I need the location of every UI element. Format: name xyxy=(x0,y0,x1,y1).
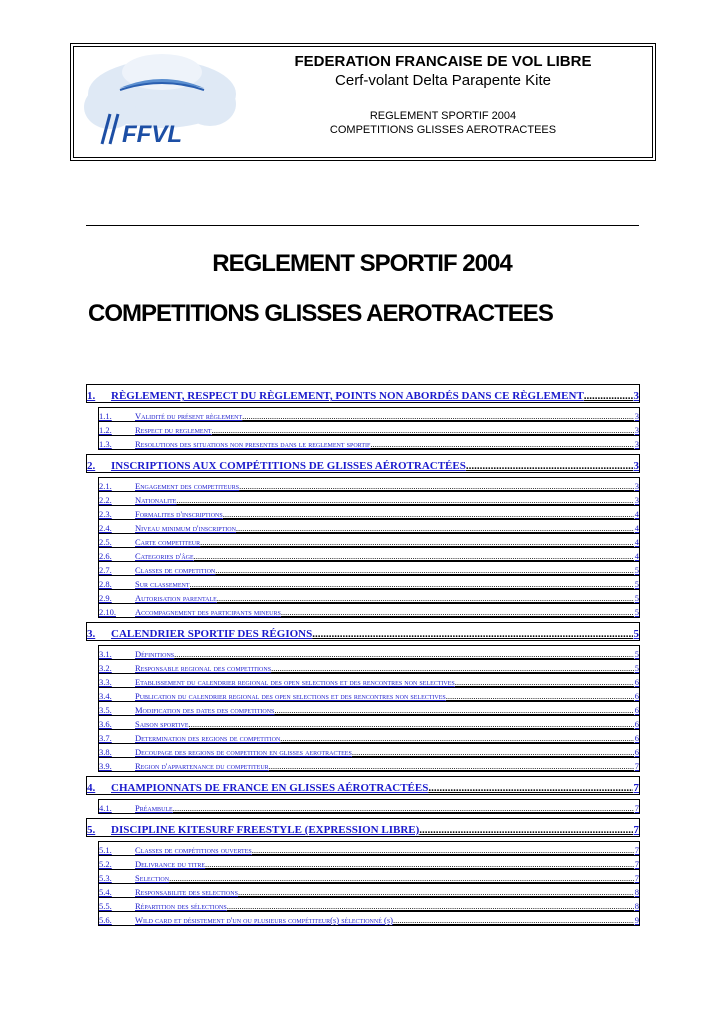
toc-entry-title[interactable]: Decoupage des regions de competition en glisses aerotractees xyxy=(135,747,352,757)
toc-entry-title[interactable]: Publication du calendrier regional des open selections et des rencontres non selectives xyxy=(135,691,446,701)
toc-entry-page[interactable]: 7 xyxy=(633,782,639,794)
toc-entry-number[interactable]: 5.4. xyxy=(99,887,112,897)
toc-leader-dots xyxy=(189,719,634,729)
toc-entry-page[interactable]: 8 xyxy=(634,887,639,897)
toc-section-2[interactable] xyxy=(86,454,640,473)
toc-entry-number[interactable]: 5.3. xyxy=(99,873,112,883)
logo-text: FFVL xyxy=(122,121,182,148)
toc-leader-dots xyxy=(174,649,634,659)
toc-leader-dots xyxy=(446,691,634,701)
toc-leader-dots xyxy=(200,537,634,547)
toc-leader-dots xyxy=(194,551,634,561)
toc-subsection-item[interactable] xyxy=(98,841,640,855)
horizontal-rule xyxy=(86,225,639,226)
toc-leader-dots xyxy=(169,873,634,883)
toc-entry-page[interactable]: 3 xyxy=(634,411,639,421)
toc-subsection-item[interactable] xyxy=(98,547,640,561)
toc-entry-title[interactable]: Nationalite xyxy=(135,495,177,505)
toc-leader-dots xyxy=(419,824,632,836)
toc-leader-dots xyxy=(190,579,634,589)
toc-leader-dots xyxy=(370,439,633,449)
toc-entry-number[interactable]: 5.1. xyxy=(99,845,112,855)
toc-entry-page[interactable]: 7 xyxy=(633,824,639,836)
toc-entry-page[interactable]: 4 xyxy=(634,551,639,561)
toc-entry-page[interactable]: 3 xyxy=(634,495,639,505)
toc-entry-number[interactable]: 2.1. xyxy=(99,481,112,491)
toc-entry-number[interactable]: 2.4. xyxy=(99,523,112,533)
toc-entry-page[interactable]: 3 xyxy=(633,460,639,472)
toc-entry-title[interactable]: Répartition des sélections xyxy=(135,901,227,911)
toc-entry-page[interactable]: 6 xyxy=(634,677,639,687)
toc-entry-page[interactable]: 5 xyxy=(634,607,639,617)
toc-subsection-item[interactable] xyxy=(98,729,640,743)
toc-entry-title[interactable]: Accompagnement des participants mineurs xyxy=(135,607,281,617)
toc-leader-dots xyxy=(269,761,634,771)
table-of-contents xyxy=(86,380,640,926)
toc-entry-title[interactable]: Classes de competition xyxy=(135,565,216,575)
toc-leader-dots xyxy=(466,460,633,472)
toc-entry-number[interactable]: 2.7. xyxy=(99,565,112,575)
toc-entry-title[interactable]: CALENDRIER SPORTIF DES RÉGIONS xyxy=(111,628,313,640)
toc-entry-number[interactable]: 3.9. xyxy=(99,761,112,771)
toc-entry-number[interactable]: 3.5. xyxy=(99,705,112,715)
toc-leader-dots xyxy=(236,523,634,533)
toc-subsection-item[interactable] xyxy=(98,435,640,450)
toc-entry-title[interactable]: Respect du reglement xyxy=(135,425,212,435)
main-title-line1: REGLEMENT SPORTIF 2004 xyxy=(212,250,512,277)
toc-leader-dots xyxy=(176,495,633,505)
toc-entry-title[interactable]: Modification des dates des competitions xyxy=(135,705,275,715)
toc-subsection-item[interactable] xyxy=(98,491,640,505)
toc-leader-dots xyxy=(217,593,634,603)
toc-leader-dots xyxy=(271,663,634,673)
toc-entry-page[interactable]: 5 xyxy=(634,579,639,589)
toc-subsection-item[interactable] xyxy=(98,911,640,926)
toc-entry-title[interactable]: Formalites d'inscriptions xyxy=(135,509,223,519)
toc-leader-dots xyxy=(223,509,634,519)
toc-subsection-item[interactable] xyxy=(98,715,640,729)
toc-entry-title[interactable]: INSCRIPTIONS AUX COMPÉTITIONS DE GLISSES AÉROTRACTÉES xyxy=(111,460,466,472)
toc-entry-title[interactable]: Responsable regional des competitions xyxy=(135,663,272,673)
toc-entry-title[interactable]: Préambule xyxy=(135,803,173,813)
toc-entry-page[interactable]: 7 xyxy=(634,873,639,883)
toc-subsection-item[interactable] xyxy=(98,505,640,519)
org-disciplines: Cerf-volant Delta Parapente Kite xyxy=(335,72,551,89)
toc-entry-page[interactable]: 5 xyxy=(634,565,639,575)
toc-section-4[interactable] xyxy=(86,776,640,795)
toc-entry-title[interactable]: Region d'appartenance du competiteur xyxy=(135,761,269,771)
toc-subsection-item[interactable] xyxy=(98,687,640,701)
toc-entry-number[interactable]: 1.3. xyxy=(99,439,112,449)
toc-entry-number[interactable]: 3.2. xyxy=(99,663,112,673)
toc-entry-number[interactable]: 4. xyxy=(87,782,96,794)
toc-entry-title[interactable]: RÈGLEMENT, RESPECT DU RÈGLEMENT, POINTS NON ABORDÉS DANS CE RÈGLEMENT xyxy=(111,390,584,402)
toc-entry-page[interactable]: 6 xyxy=(634,719,639,729)
toc-entry-title[interactable]: Etablissement du calendrier regional des open selections et des rencontres non selectives xyxy=(135,677,455,687)
toc-entry-number[interactable]: 3.4. xyxy=(99,691,112,701)
toc-leader-dots xyxy=(239,481,634,491)
toc-subsection-item[interactable] xyxy=(98,701,640,715)
toc-leader-dots xyxy=(312,628,632,640)
toc-subsection-item[interactable] xyxy=(98,645,640,659)
toc-entry-page[interactable]: 5 xyxy=(633,628,639,640)
toc-subsection-item[interactable] xyxy=(98,757,640,772)
toc-entry-title[interactable]: Delivrance du titre xyxy=(135,859,206,869)
toc-subsection-item[interactable] xyxy=(98,421,640,435)
toc-subsection-item[interactable] xyxy=(98,883,640,897)
toc-entry-page[interactable]: 3 xyxy=(633,390,639,402)
toc-entry-number[interactable]: 4.1. xyxy=(99,803,112,813)
toc-leader-dots xyxy=(455,677,634,687)
toc-entry-page[interactable]: 3 xyxy=(634,481,639,491)
ffvl-logo xyxy=(80,52,240,152)
toc-entry-number[interactable]: 3.3. xyxy=(99,677,112,687)
toc-entry-number[interactable]: 2.3. xyxy=(99,509,112,519)
toc-entry-page[interactable]: 3 xyxy=(634,425,639,435)
toc-leader-dots xyxy=(428,782,632,794)
toc-entry-title[interactable]: Classes de compétitions ouvertes xyxy=(135,845,252,855)
doc-subtitle-line2: COMPETITIONS GLISSES AEROTRACTEES xyxy=(329,124,557,136)
toc-entry-number[interactable]: 2. xyxy=(87,460,96,472)
toc-entry-number[interactable]: 2.6. xyxy=(99,551,112,561)
toc-leader-dots xyxy=(281,607,634,617)
toc-leader-dots xyxy=(227,901,634,911)
toc-entry-title[interactable]: Selection xyxy=(135,873,170,883)
toc-entry-title[interactable]: Autorisation parentale xyxy=(135,593,217,603)
toc-entry-page[interactable]: 7 xyxy=(634,803,639,813)
toc-entry-page[interactable]: 6 xyxy=(634,691,639,701)
toc-entry-page[interactable]: 5 xyxy=(634,593,639,603)
toc-entry-title[interactable]: Niveau minimum d'inscription xyxy=(135,523,236,533)
doc-subtitle-line1: REGLEMENT SPORTIF 2004 xyxy=(369,110,517,122)
toc-entry-title[interactable]: Sur classement xyxy=(135,579,190,589)
toc-leader-dots xyxy=(584,390,633,402)
toc-entry-title[interactable]: Carte competiteur xyxy=(135,537,201,547)
toc-subsection-item[interactable] xyxy=(98,575,640,589)
toc-entry-number[interactable]: 1.2. xyxy=(99,425,112,435)
toc-entry-page[interactable]: 6 xyxy=(634,705,639,715)
toc-entry-number[interactable]: 1.1. xyxy=(99,411,112,421)
toc-entry-page[interactable]: 4 xyxy=(634,537,639,547)
toc-entry-page[interactable]: 6 xyxy=(634,733,639,743)
toc-leader-dots xyxy=(238,887,634,897)
toc-entry-number[interactable]: 2.5. xyxy=(99,537,112,547)
toc-entry-number[interactable]: 1. xyxy=(87,390,96,402)
toc-entry-title[interactable]: Définitions xyxy=(135,649,175,659)
toc-subsection-item[interactable] xyxy=(98,869,640,883)
toc-leader-dots xyxy=(274,705,633,715)
toc-leader-dots xyxy=(252,845,634,855)
toc-section-3[interactable] xyxy=(86,622,640,641)
toc-subsection-item[interactable] xyxy=(98,673,640,687)
toc-entry-title[interactable]: DISCIPLINE KITESURF FREESTYLE (EXPRESSION LIBRE) xyxy=(111,824,420,836)
toc-entry-number[interactable]: 3.6. xyxy=(99,719,112,729)
toc-entry-number[interactable]: 5.2. xyxy=(99,859,112,869)
toc-entry-title[interactable]: Determination des regions de competition xyxy=(135,733,281,743)
toc-subsection-item[interactable] xyxy=(98,799,640,814)
toc-subsection-item[interactable] xyxy=(98,659,640,673)
toc-subsection-item[interactable] xyxy=(98,407,640,421)
toc-entry-number[interactable]: 2.9. xyxy=(99,593,112,603)
toc-subsection-item[interactable] xyxy=(98,743,640,757)
toc-entry-number[interactable]: 2.10. xyxy=(99,607,116,617)
toc-leader-dots xyxy=(280,733,633,743)
toc-entry-title[interactable]: CHAMPIONNATS DE FRANCE EN GLISSES AÉROTRACTÉES xyxy=(111,782,429,794)
toc-entry-page[interactable]: 9 xyxy=(634,915,639,925)
toc-subsection-item[interactable] xyxy=(98,589,640,603)
toc-subsection-item[interactable] xyxy=(98,897,640,911)
toc-entry-page[interactable]: 7 xyxy=(634,845,639,855)
toc-leader-dots xyxy=(393,915,634,925)
toc-leader-dots xyxy=(173,803,634,813)
main-title-line2: COMPETITIONS GLISSES AEROTRACTEES xyxy=(88,300,553,327)
toc-subsection-item[interactable] xyxy=(98,533,640,547)
toc-leader-dots xyxy=(352,747,634,757)
toc-entry-page[interactable]: 7 xyxy=(634,761,639,771)
toc-section-1[interactable] xyxy=(86,384,640,403)
toc-entry-page[interactable]: 8 xyxy=(634,901,639,911)
toc-entry-number[interactable]: 3.7. xyxy=(99,733,112,743)
toc-entry-number[interactable]: 3.8. xyxy=(99,747,112,757)
toc-entry-title[interactable]: Validité du présent règlement xyxy=(135,411,243,421)
toc-entry-page[interactable]: 3 xyxy=(634,439,639,449)
toc-entry-title[interactable]: Engagement des competiteurs xyxy=(135,481,240,491)
toc-entry-number[interactable]: 3.1. xyxy=(99,649,112,659)
toc-subsection-item[interactable] xyxy=(98,603,640,618)
toc-entry-number[interactable]: 3. xyxy=(87,628,96,640)
toc-entry-page[interactable]: 5 xyxy=(634,649,639,659)
toc-entry-page[interactable]: 4 xyxy=(634,509,639,519)
toc-entry-number[interactable]: 5. xyxy=(87,824,96,836)
toc-entry-title[interactable]: Categories d'âge xyxy=(135,551,194,561)
toc-entry-title[interactable]: Resolutions des situations non presentes dans le reglement sportif xyxy=(135,439,371,449)
toc-entry-number[interactable]: 5.6. xyxy=(99,915,112,925)
toc-leader-dots xyxy=(215,565,633,575)
toc-subsection-item[interactable] xyxy=(98,519,640,533)
toc-entry-title[interactable]: Saison sportive xyxy=(135,719,189,729)
toc-entry-title[interactable]: Responsabilite des selections xyxy=(135,887,238,897)
toc-subsection-item[interactable] xyxy=(98,477,640,491)
toc-subsection-item[interactable] xyxy=(98,561,640,575)
toc-section-5[interactable] xyxy=(86,818,640,837)
toc-leader-dots xyxy=(242,411,634,421)
toc-leader-dots xyxy=(212,425,634,435)
org-name: FEDERATION FRANCAISE DE VOL LIBRE xyxy=(294,53,592,70)
toc-entry-title[interactable]: Wild card et désistement d'un ou plusieurs compétiteur(s) sélectionné (s) xyxy=(135,915,394,925)
toc-entry-number[interactable]: 2.8. xyxy=(99,579,112,589)
toc-entry-page[interactable]: 7 xyxy=(634,859,639,869)
toc-leader-dots xyxy=(205,859,634,869)
toc-entry-page[interactable]: 5 xyxy=(634,663,639,673)
toc-entry-page[interactable]: 4 xyxy=(634,523,639,533)
toc-entry-page[interactable]: 6 xyxy=(634,747,639,757)
toc-entry-number[interactable]: 2.2. xyxy=(99,495,112,505)
toc-subsection-item[interactable] xyxy=(98,855,640,869)
toc-entry-number[interactable]: 5.5. xyxy=(99,901,112,911)
